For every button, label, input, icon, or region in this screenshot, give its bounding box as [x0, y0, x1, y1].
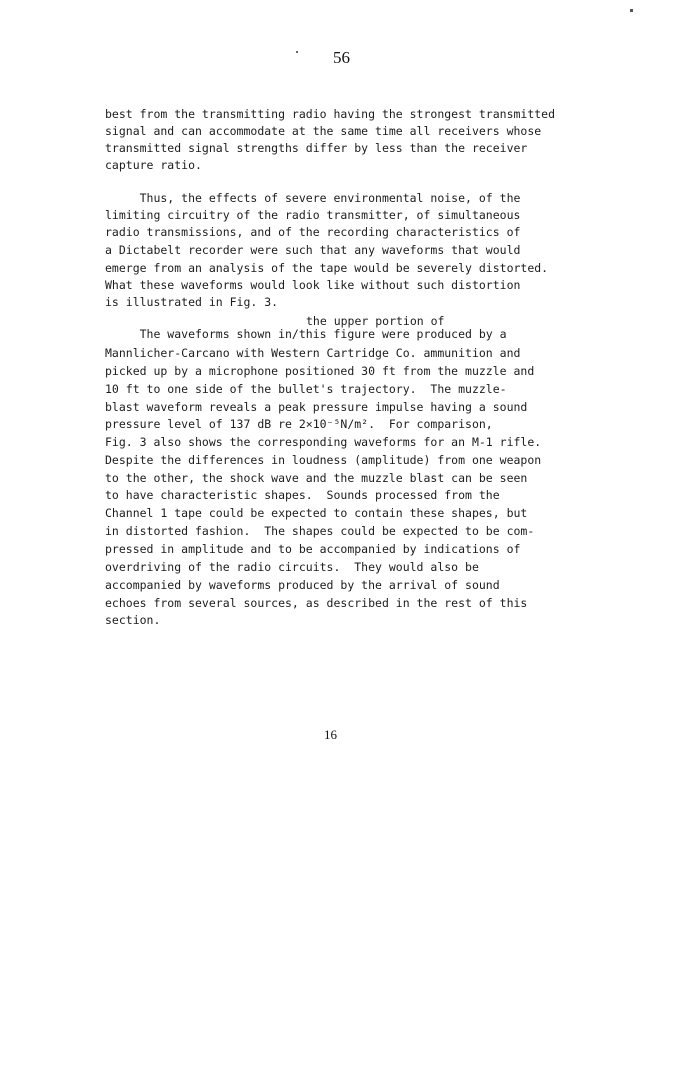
- scan-speck: [296, 51, 298, 53]
- paragraph-3-line-8: Despite the differences in loudness (amplitude) from one weapon: [105, 453, 542, 467]
- paragraph-2-line-6: What these waveforms would look like without such distortion: [105, 278, 521, 292]
- paragraph-2-line-7: is illustrated in Fig. 3.: [105, 295, 279, 309]
- paragraph-1-line-3: transmitted signal strengths differ by less than the receiver: [105, 141, 528, 155]
- paragraph-3-line-2: Mannlicher-Carcano with Western Cartridge Co. ammunition and: [105, 346, 521, 360]
- paragraph-3-line-7: Fig. 3 also shows the corresponding waveforms for an M-1 rifle.: [105, 435, 542, 449]
- handwritten-insertion: the upper portion of: [306, 314, 445, 328]
- paragraph-3-line-5: blast waveform reveals a peak pressure impulse having a sound: [105, 400, 528, 414]
- paragraph-3-line-3: picked up by a microphone positioned 30 ft from the muzzle and: [105, 364, 535, 378]
- paragraph-1-line-1: best from the transmitting radio having the strongest transmitted: [105, 107, 556, 121]
- paragraph-3-line-10: to have characteristic shapes. Sounds processed from the: [105, 488, 500, 502]
- paragraph-3-line-11: Channel 1 tape could be expected to contain these shapes, but: [105, 506, 528, 520]
- page-number-header: 56: [333, 48, 350, 67]
- paragraph-3-line-12: in distorted fashion. The shapes could be expected to be com-: [105, 524, 535, 538]
- paragraph-2-line-2: limiting circuitry of the radio transmitter, of simultaneous: [105, 208, 521, 222]
- paragraph-1-line-4: capture ratio.: [105, 158, 202, 172]
- paragraph-3-line-9: to the other, the shock wave and the muzzle blast can be seen: [105, 471, 528, 485]
- paragraph-2-line-4: a Dictabelt recorder were such that any waveforms that would: [105, 243, 521, 257]
- paragraph-2-line-1: Thus, the effects of severe environmental noise, of the: [105, 191, 521, 205]
- paragraph-3-line-15: accompanied by waveforms produced by the arrival of sound: [105, 578, 500, 592]
- paragraph-3-line-1: The waveforms shown in/this figure were produced by a: [105, 327, 507, 341]
- paragraph-2-line-3: radio transmissions, and of the recording characteristics of: [105, 225, 521, 239]
- page-number-footer: 16: [324, 727, 337, 742]
- paragraph-2-line-5: emerge from an analysis of the tape would be severely distorted.: [105, 261, 549, 275]
- paragraph-3-line-14: overdriving of the radio circuits. They would also be: [105, 560, 479, 574]
- scan-mark: [630, 9, 633, 12]
- paragraph-3-line-17: section.: [105, 613, 161, 627]
- paragraph-3-line-6: pressure level of 137 dB re 2×10⁻⁵N/m². For comparison,: [105, 417, 493, 431]
- paragraph-1-line-2: signal and can accommodate at the same time all receivers whose: [105, 124, 542, 138]
- paragraph-3-line-13: pressed in amplitude and to be accompanied by indications of: [105, 542, 521, 556]
- paragraph-3-line-16: echoes from several sources, as described in the rest of this: [105, 596, 528, 610]
- paragraph-3-line-4: 10 ft to one side of the bullet's trajectory. The muzzle-: [105, 382, 507, 396]
